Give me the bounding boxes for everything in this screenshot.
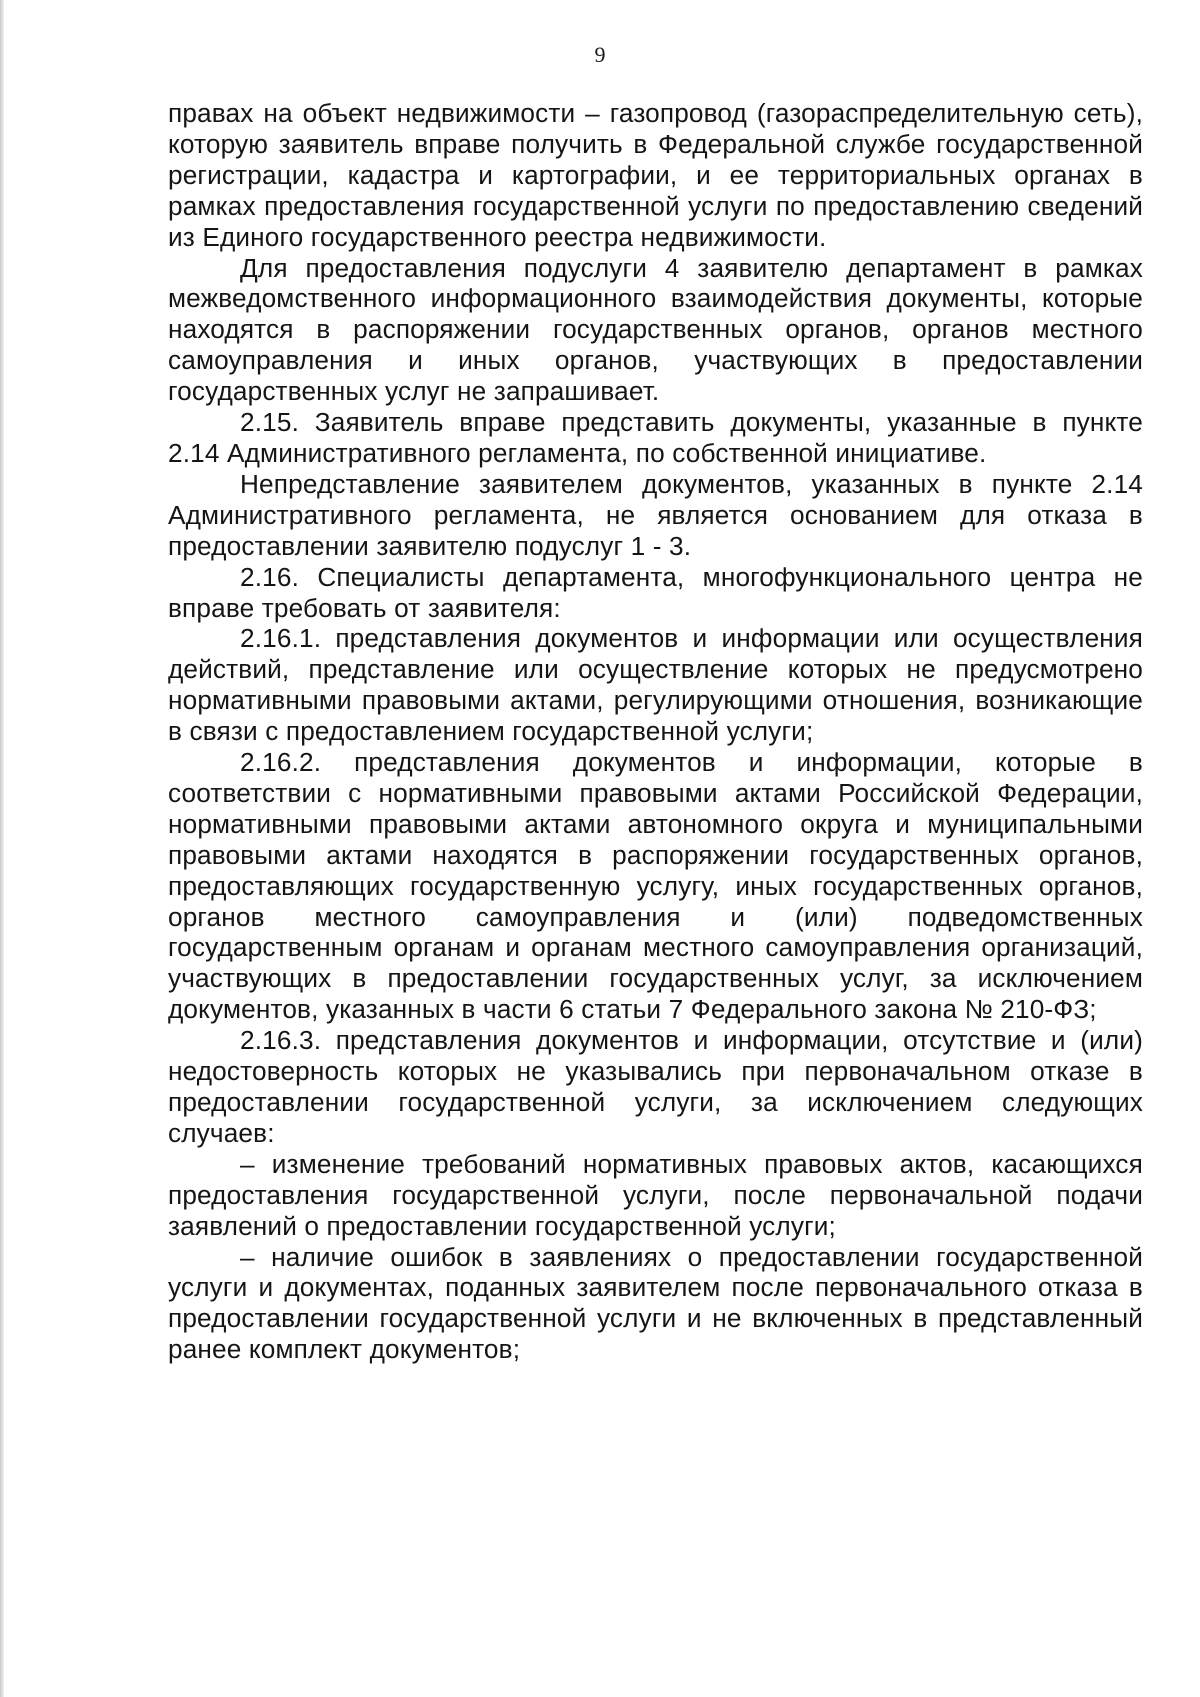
scan-edge-shadow [0,0,4,1697]
list-item-errors-in-applications: – наличие ошибок в заявлениях о предоставлении государственной услуги и документах, поданных заявителем после первоначального отказа в предоставлении государственной услуги и не включенных в представленный ранее комплект документов; [168,1241,1143,1365]
list-item-requirements-change: – изменение требований нормативных правовых актов, касающихся предоставления государственной услуги, после первоначальной подачи заявлений о предоставлении государственной услуги; [168,1148,1143,1241]
paragraph-2-15: 2.15. Заявитель вправе представить документы, указанные в пункте 2.14 Административного регламента, по собственной инициативе. [168,407,1143,468]
document-body [168,98,1143,1365]
paragraph-non-submission: Непредставление заявителем документов, указанных в пункте 2.14 Административного регламента, не является основанием для отказа в предоставлении заявителю подуслуг 1 - 3. [168,468,1143,561]
paragraph-2-16-3: 2.16.3. представления документов и информации, отсутствие и (или) недостоверность которых не указывались при первоначальном отказе в предоставлении государственной услуги, за исключением следующих случаев: [168,1025,1143,1148]
paragraph-subservice-4: Для предоставления подуслуги 4 заявителю департамент в рамках межведомственного информационного взаимодействия документы, которые находятся в распоряжении государственных органов, органов местного самоуправления и иных органов, участвующих в предоставлении государственных услуг не запрашивает. [168,252,1143,407]
paragraph-2-16: 2.16. Специалисты департамента, многофункционального центра не вправе требовать от заявителя: [168,561,1143,623]
page-number: 9 [594,42,606,67]
paragraph-2-16-1: 2.16.1. представления документов и информации или осуществления действий, представление или осуществление которых не предусмотрено нормативными правовыми актами, регулирующими отношения, возникающие в связи с предоставлением государственной услуги; [168,623,1143,747]
paragraph-continuation: правах на объект недвижимости – газопровод (газораспределительную сеть), которую заявитель вправе получить в Федеральной службе государственной регистрации, кадастра и картографии, и ее территориальных органах в рамках предоставления государственной услуги по предоставлению сведений из Единого государственного реестра недвижимости. [168,98,1143,252]
paragraph-2-16-2: 2.16.2. представления документов и информации, которые в соответствии с нормативными правовыми актами Российской Федерации, нормативными правовыми актами автономного округа и муниципальными правовыми актами находятся в распоряжении государственных органов, предоставляющих государственную услугу, иных государственных органов, органов местного самоуправления и (или) подведомственных государственным органам и органам местного самоуправления организаций, участвующих в предоставлении государственных услуг, за исключением документов, указанных в части 6 статьи 7 Федерального закона № 210-ФЗ; [168,747,1143,1025]
